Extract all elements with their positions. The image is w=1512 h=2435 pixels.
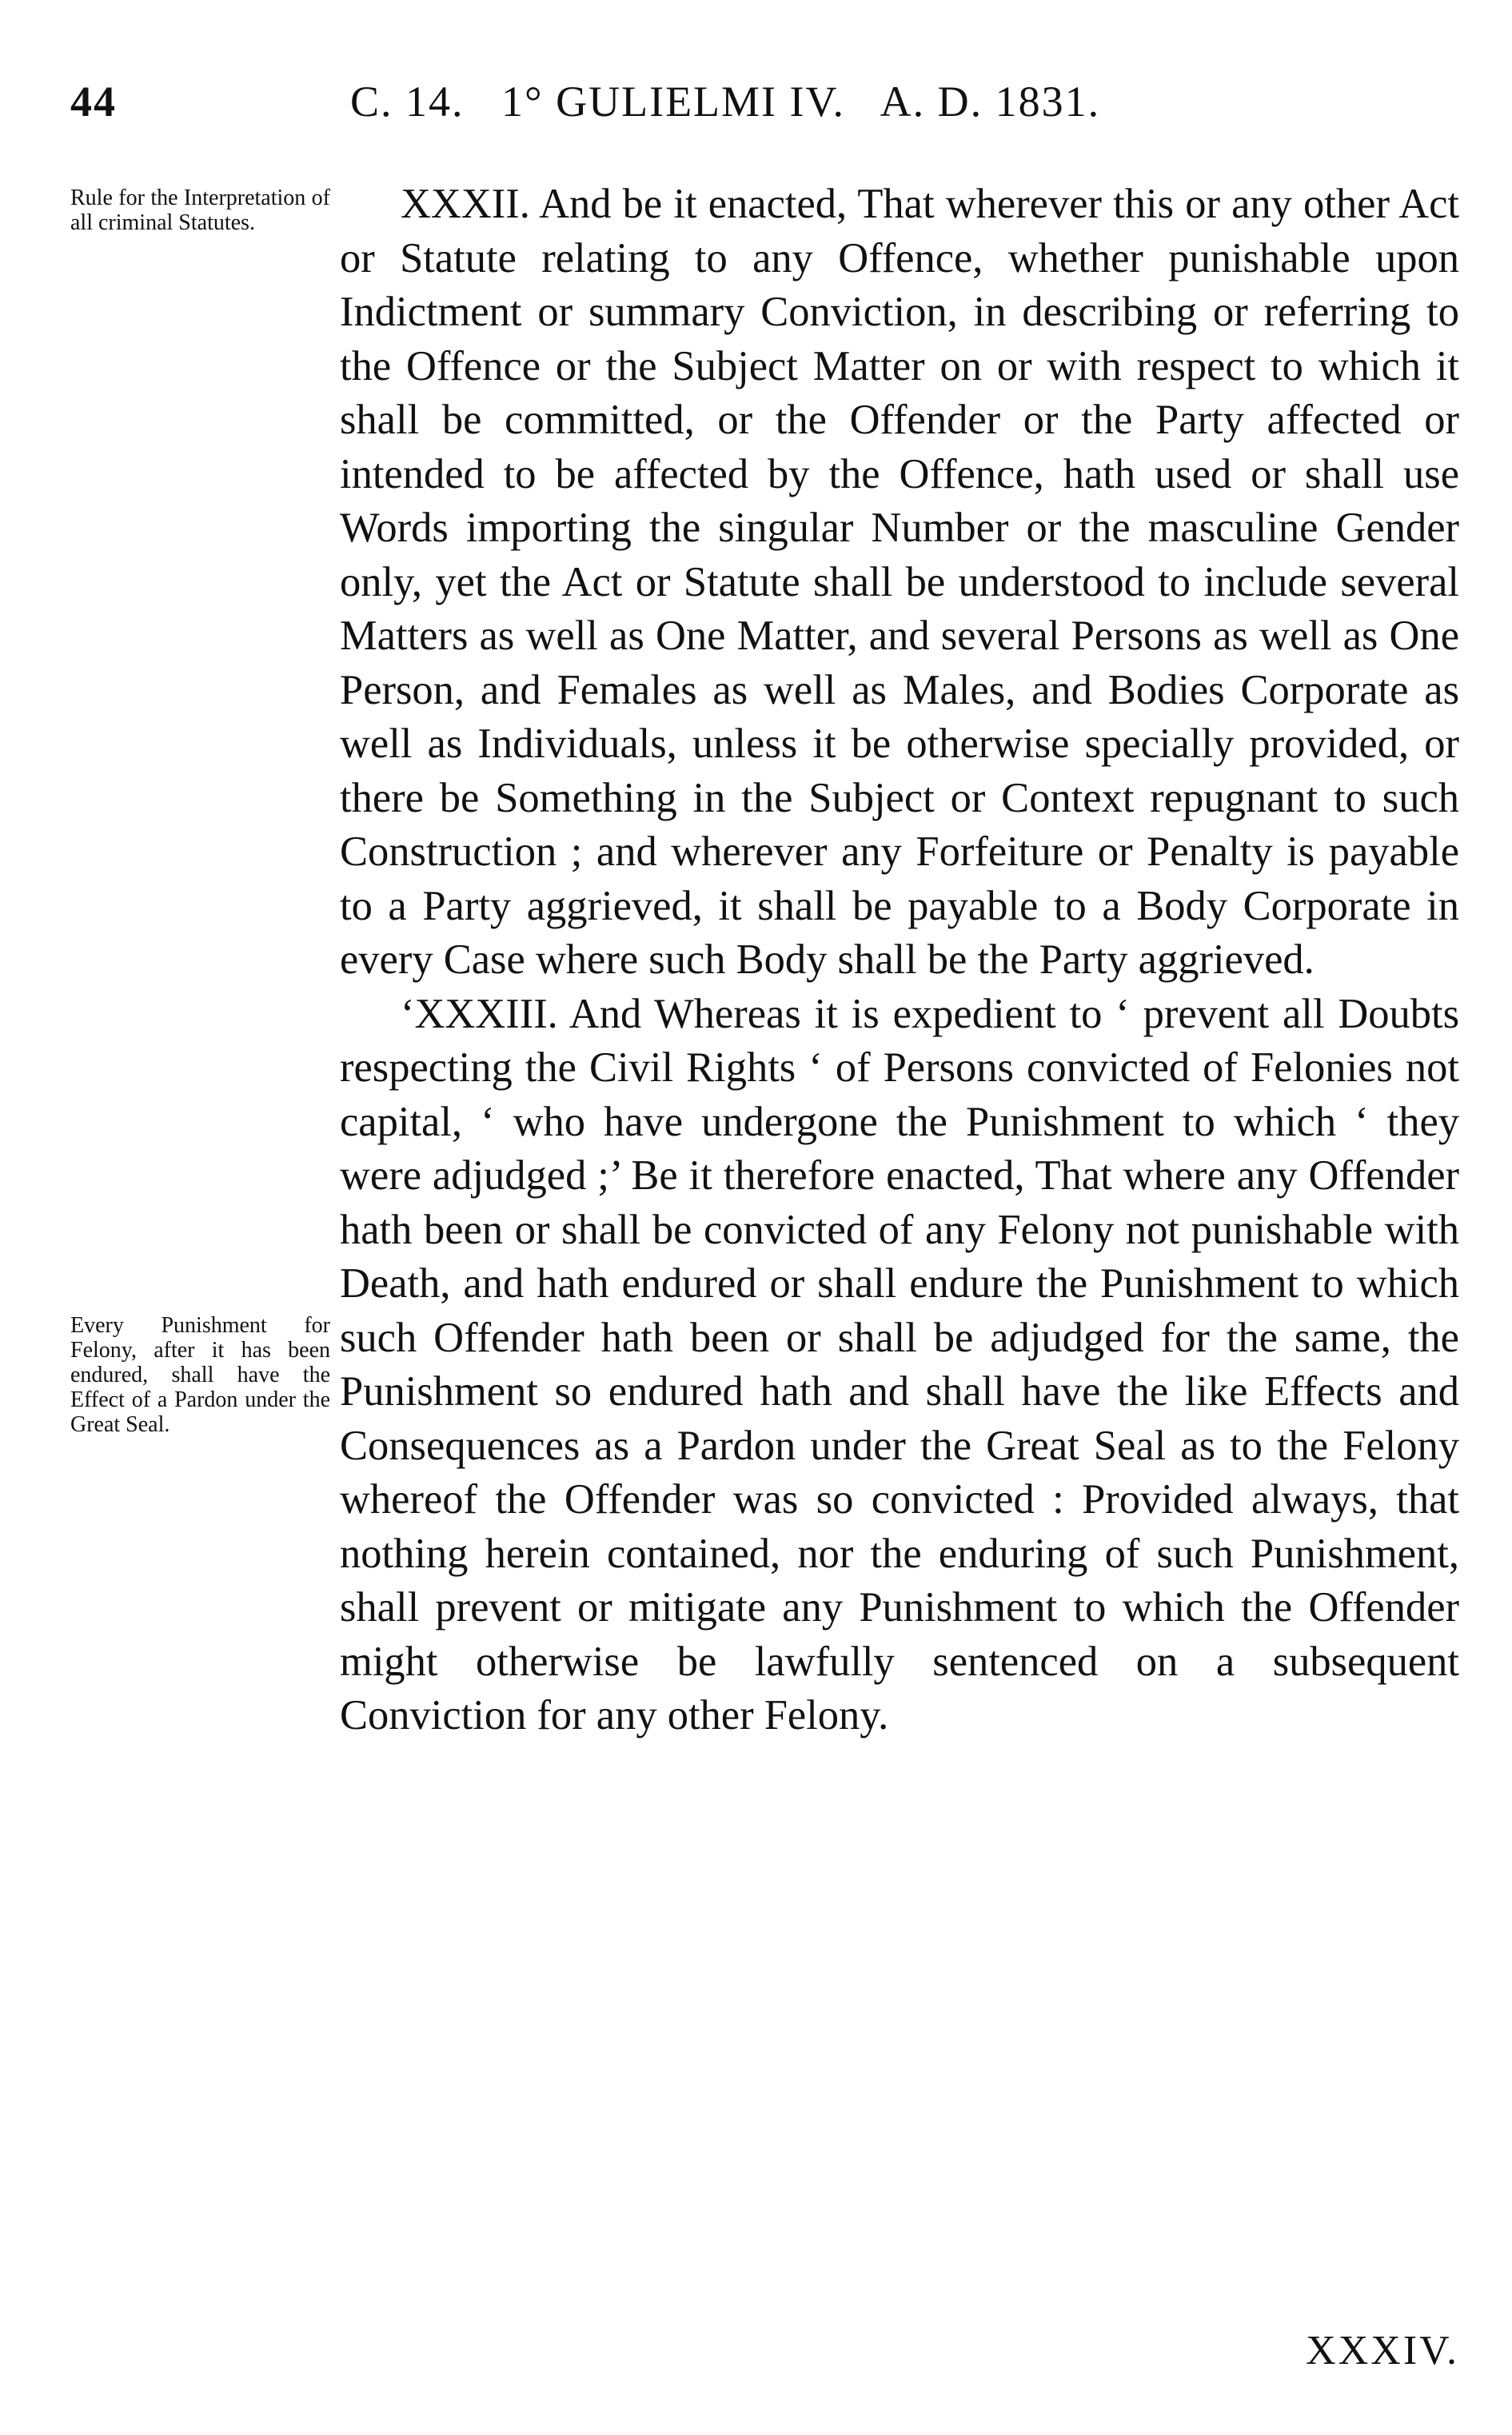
margin-note-interpretation: Rule for the Interpretation of all criminal Statutes.	[70, 186, 330, 235]
catchword: XXXIV.	[1306, 2328, 1459, 2373]
section-xxxii: XXXII. And be it enacted, That wherever this or any other Act or Statute relating to any Offence, whether punishable upon Indictment or summary Conviction, in describing or referring to the Offence or the Subject Matter on or with respect to which it shall be committed, or the Offender or the Party affected or intended to be affected by the Offence, hath used or shall use Words importing the singular Number or the masculine Gender only, yet the Act or Statute shall be understood to include several Matters as well as One Matter, and several Persons as well as One Person, and Females as well as Males, and Bodies Corporate as well as Individuals, unless it be otherwise specially provided, or there be Something in the Subject or Context repugnant to such Construction ; and wherever any Forfeiture or Penalty is payable to a Party aggrieved, it shall be payable to a Body Corporate in every Case where such Body shall be the Party aggrieved.	[340, 181, 1459, 983]
running-title: C. 14. 1° GULIELMI IV. A. D. 1831.	[350, 78, 1101, 126]
margin-note-punishment-pardon: Every Punishment for Felony, after it has been endured, shall have the Effect of a Pardon under the Great Seal.	[70, 1313, 330, 1437]
running-head	[70, 77, 1462, 133]
section-xxxiii: ‘XXXIII. And Whereas it is expedient to ‘ prevent all Doubts respecting the Civil Rights ‘ of Persons convicted of Felonies not capital, ‘ who have undergone the Punishment to which ‘ they were adjudged ;’ Be it therefore enacted, That where any Offender hath been or shall be convicted of any Felony not punishable with Death, and hath endured or shall endure the Punishment to which such Offender hath been or shall be adjudged for the same, the Punishment so endured hath and shall have the like Effects and Consequences as a Pardon under the Great Seal as to the Felony whereof the Offender was so convicted : Provided always, that nothing herein contained, nor the enduring of such Punishment, shall prevent or mitigate any Punishment to which the Offender might otherwise be lawfully sentenced on a subsequent Conviction for any other Felony.	[340, 990, 1459, 1738]
page-number: 44	[70, 78, 117, 126]
statute-body	[340, 178, 1459, 1743]
